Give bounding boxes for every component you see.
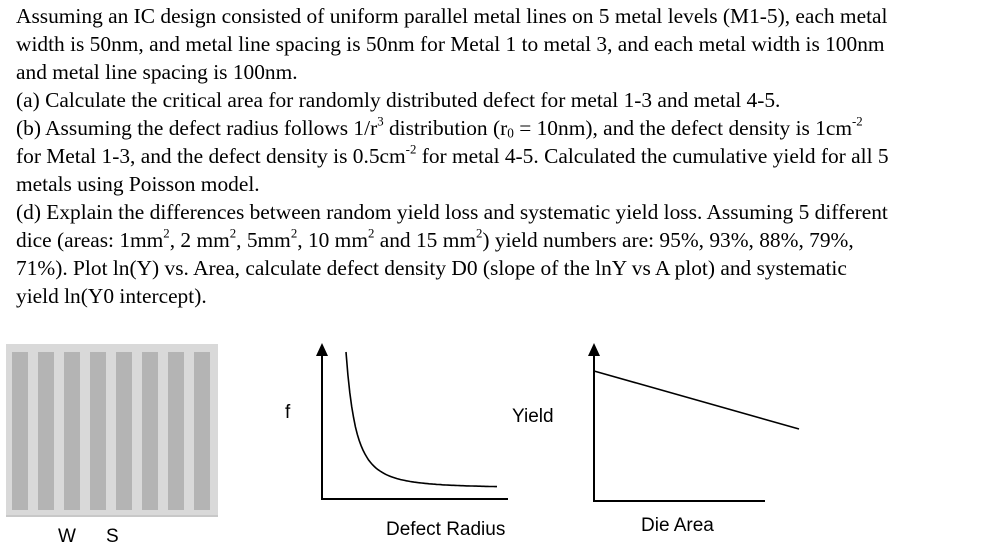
yield-x-label: Die Area [641,515,714,536]
intro-line-2: width is 50nm, and metal line spacing is 50nm for Metal 1 to metal 3, and each metal width is 100nm [16,32,885,56]
defect-y-axis-arrow [316,343,328,356]
defect-distribution-plot [316,343,508,499]
spacing-label: S [106,526,119,547]
metal-line [64,352,80,510]
figure-area [0,340,1001,549]
intro-line-3: and metal line spacing is 100nm. [16,60,298,84]
part-b-line-1: (b) Assuming the defect radius follows $1/r^3$ distribution $(r_0 = 10nm)$, and the defect density is $1cm^{-2}$ [16,114,863,141]
part-d-line-3: 71%). Plot ln(Y) vs. Area, calculate defect density D0 (slope of the lnY vs A plot) and systematic [16,256,847,280]
part-b-line-3: metals using Poisson model. [16,172,260,196]
intro-line-1: Assuming an IC design consisted of uniform parallel metal lines on 5 metal levels (M1-5), each metal [16,4,888,28]
metal-line [90,352,106,510]
part-d-line-4: yield ln(Y0 intercept). [16,284,207,308]
yield-line [594,371,799,429]
part-d-line-2: dice (areas: $1mm^2$, 2 $mm^2$, $5mm^2$, 10 $mm^2$ and 15 $mm^2$) yield numbers are: 95%, 93%, 88%, 79%, [16,226,854,252]
width-label: W [58,526,76,547]
defect-x-label: Defect Radius [386,519,506,540]
problem-statement [16,2,991,310]
figure-svg [0,340,1001,549]
part-d-line-1: (d) Explain the differences between random yield loss and systematic yield loss. Assuming 5 different [16,200,888,224]
metal-line [38,352,54,510]
yield-vs-area-plot [588,343,799,501]
metal-frame [6,344,218,516]
yield-y-axis-arrow [588,343,600,356]
metal-line [194,352,210,510]
metal-line [168,352,184,510]
metal-line [142,352,158,510]
metal-line [116,352,132,510]
defect-y-label: f [285,402,291,423]
metal-line [12,352,28,510]
part-b-line-2: for Metal 1-3, and the defect density is $0.5cm^{-2}$ for metal 4-5. Calculated the cumulative yield for all 5 [16,142,889,168]
part-a: (a) Calculate the critical area for randomly distributed defect for metal 1-3 and metal 4-5. [16,88,781,112]
yield-y-label: Yield [512,406,554,427]
defect-curve [346,352,497,487]
metal-line-layout [6,344,218,516]
